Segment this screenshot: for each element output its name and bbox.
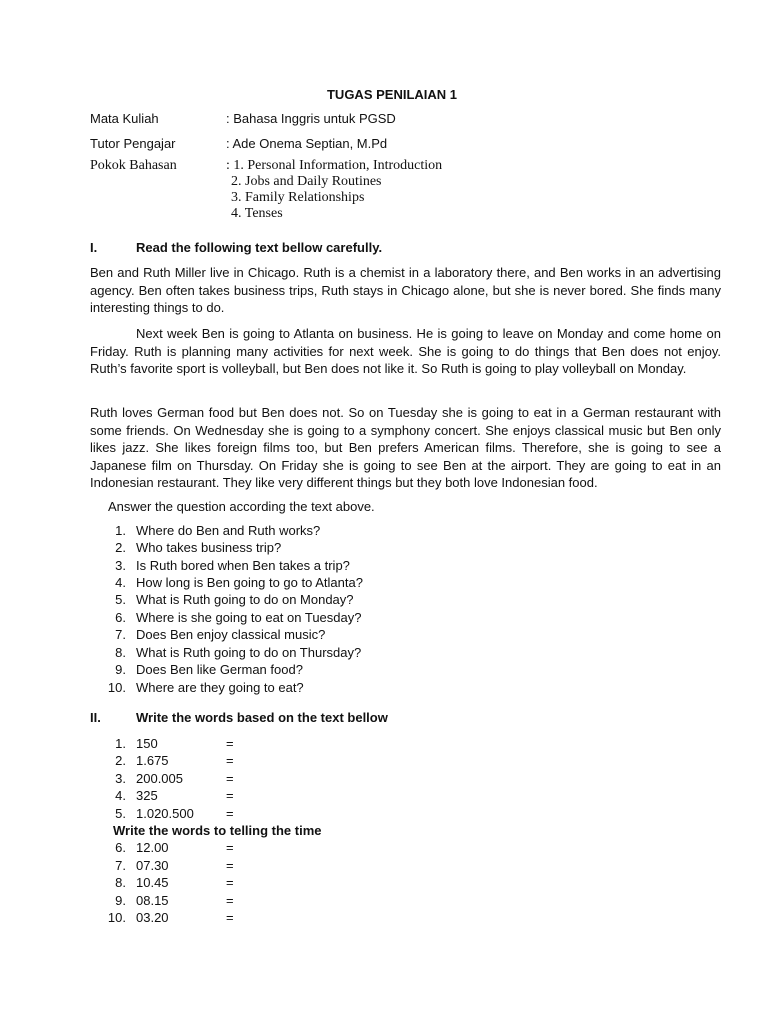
time-subheading: Write the words to telling the time xyxy=(113,823,322,838)
equals-sign: = xyxy=(226,910,234,925)
number-item-index: 3. xyxy=(115,771,126,786)
equals-sign: = xyxy=(226,753,234,768)
question-text: Is Ruth bored when Ben takes a trip? xyxy=(136,558,350,573)
question-text: Where do Ben and Ruth works? xyxy=(136,523,321,538)
topic-item: 3. Family Relationships xyxy=(231,190,365,205)
tutor-label: Tutor Pengajar xyxy=(90,136,176,151)
number-item-value: 325 xyxy=(136,788,158,803)
question-number: 10. xyxy=(107,680,126,695)
time-item-value: 10.45 xyxy=(136,875,169,890)
section-1-number: I. xyxy=(90,240,98,255)
number-item-index: 5. xyxy=(115,806,126,821)
question-text: Who takes business trip? xyxy=(136,540,282,555)
question-number: 8. xyxy=(115,645,126,660)
topic-label: Pokok Bahasan xyxy=(90,158,177,173)
time-item-index: 9. xyxy=(115,893,126,908)
time-item-index: 10. xyxy=(107,910,126,925)
topic-item: 2. Jobs and Daily Routines xyxy=(231,174,382,189)
question-text: Where are they going to eat? xyxy=(136,680,304,695)
time-item-value: 08.15 xyxy=(136,893,169,908)
reading-paragraph-2: Next week Ben is going to Atlanta on business. He is going to leave on Monday and come home on Friday. Ruth is planning many activities for next week. She is going to do things that Ben does not enjoy. Ruth’s favorite sport is volleyball, but Ben does not like it. So Ruth is going to play volleyball on Monday. xyxy=(90,326,721,376)
number-item-value: 1.020.500 xyxy=(136,806,194,821)
time-item-index: 7. xyxy=(115,858,126,873)
equals-sign: = xyxy=(226,840,234,855)
number-item-value: 200.005 xyxy=(136,771,183,786)
number-item-index: 1. xyxy=(115,736,126,751)
question-number: 3. xyxy=(115,558,126,573)
course-label: Mata Kuliah xyxy=(90,111,159,126)
question-text: What is Ruth going to do on Monday? xyxy=(136,592,354,607)
question-text: What is Ruth going to do on Thursday? xyxy=(136,645,362,660)
number-item-value: 150 xyxy=(136,736,158,751)
time-item-value: 07.30 xyxy=(136,858,169,873)
equals-sign: = xyxy=(226,788,234,803)
topic-item: : 1. Personal Information, Introduction xyxy=(226,158,443,173)
time-item-value: 03.20 xyxy=(136,910,169,925)
course-value: : Bahasa Inggris untuk PGSD xyxy=(226,111,396,126)
question-number: 4. xyxy=(115,575,126,590)
section-2-heading: Write the words based on the text bellow xyxy=(136,710,388,725)
tutor-value: : Ade Onema Septian, M.Pd xyxy=(226,136,388,151)
question-number: 7. xyxy=(115,627,126,642)
question-number: 5. xyxy=(115,592,126,607)
reading-paragraph-1: Ben and Ruth Miller live in Chicago. Ruth is a chemist in a laboratory there, and Ben works in an advertising agency. Ben often takes business trips, Ruth stays in Chicago alone, but she is never bored. She finds many interesting things to do. xyxy=(90,265,721,315)
topic-item: 4. Tenses xyxy=(231,206,283,221)
question-number: 2. xyxy=(115,540,126,555)
question-number: 9. xyxy=(115,662,126,677)
section-2-number: II. xyxy=(90,710,101,725)
number-item-value: 1.675 xyxy=(136,753,169,768)
answer-instruction: Answer the question according the text above. xyxy=(108,499,375,514)
section-1-heading: Read the following text bellow carefully. xyxy=(136,240,383,255)
time-item-index: 8. xyxy=(115,875,126,890)
time-item-value: 12.00 xyxy=(136,840,169,855)
document-title: TUGAS PENILAIAN 1 xyxy=(326,87,457,102)
equals-sign: = xyxy=(226,806,234,821)
equals-sign: = xyxy=(226,736,234,751)
question-number: 6. xyxy=(115,610,126,625)
number-item-index: 4. xyxy=(115,788,126,803)
equals-sign: = xyxy=(226,875,234,890)
question-text: How long is Ben going to go to Atlanta? xyxy=(136,575,363,590)
reading-paragraph-3: Ruth loves German food but Ben does not. So on Tuesday she is going to eat in a German restaurant with some friends. On Wednesday she is going to a symphony concert. She enjoys classical music but Ben only likes jazz. She likes foreign films too, but Ben prefers American films. Therefore, she is going to see a Japanese film on Thursday. On Friday she is going to see Ben at the airport. They are going to eat in an Indonesian restaurant. They like very different things but they both love Indonesian food. xyxy=(90,405,721,490)
question-text: Does Ben enjoy classical music? xyxy=(136,627,326,642)
question-text: Does Ben like German food? xyxy=(136,662,303,677)
question-text: Where is she going to eat on Tuesday? xyxy=(136,610,362,625)
equals-sign: = xyxy=(226,858,234,873)
equals-sign: = xyxy=(226,771,234,786)
equals-sign: = xyxy=(226,893,234,908)
number-item-index: 2. xyxy=(115,753,126,768)
time-item-index: 6. xyxy=(115,840,126,855)
question-number: 1. xyxy=(115,523,126,538)
